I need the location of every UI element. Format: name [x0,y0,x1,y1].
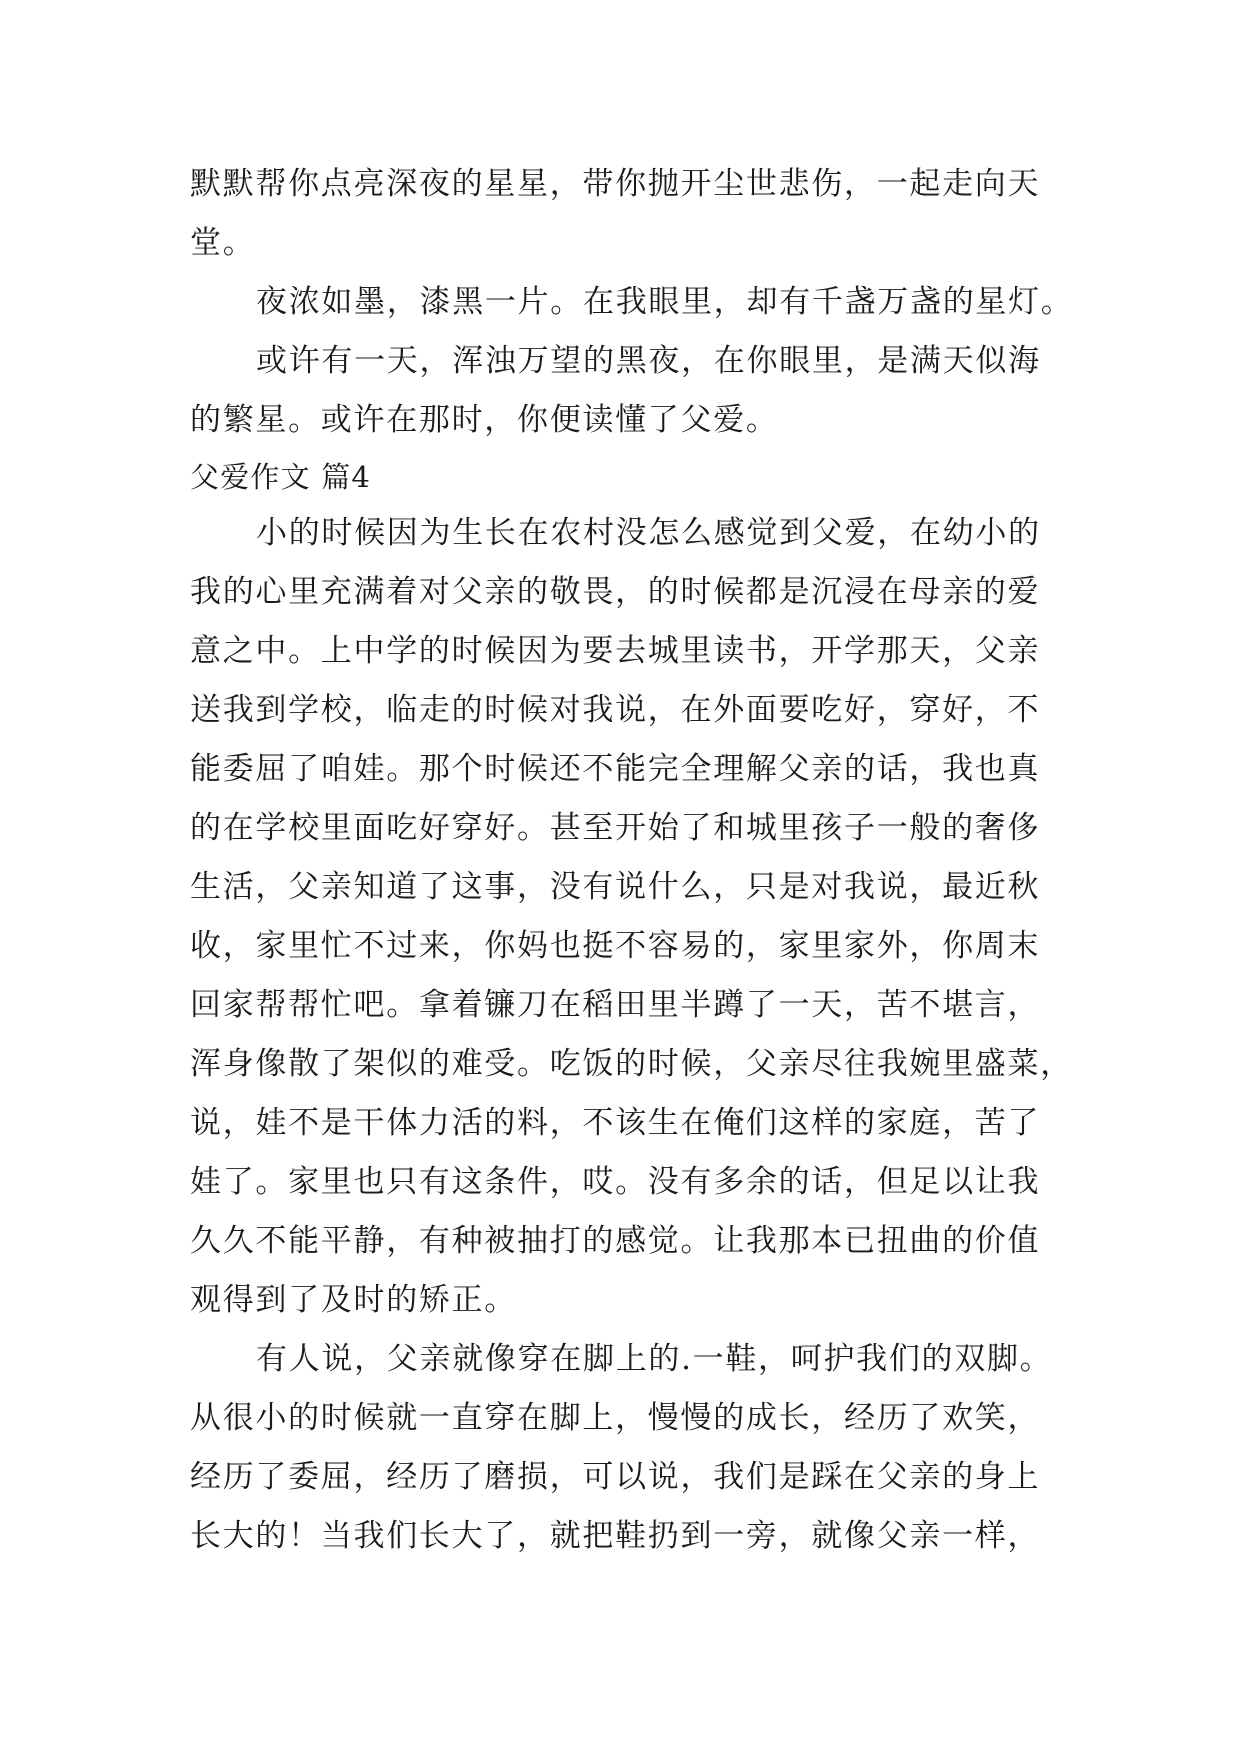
paragraph [190,273,1074,332]
text-line: 久久不能平静，有种被抽打的感觉。让我那本已扭曲的价值 [190,1223,1041,1259]
paragraph [190,1330,1070,1566]
text-line: 长大的！当我们长大了，就把鞋扔到一旁，就像父亲一样， [190,1518,1041,1554]
text-line: 有人说，父亲就像穿在脚上的.一鞋，呵护我们的双脚。 [256,1341,1053,1377]
text-line: 生活，父亲知道了这事，没有说什么，只是对我说，最近秋 [190,869,1041,905]
paragraph [190,504,1073,1330]
paragraph [190,155,1070,273]
text-line: 经历了委屈，经历了磨损，可以说，我们是踩在父亲的身上 [190,1459,1041,1495]
text-line: 回家帮帮忙吧。拿着镰刀在稻田里半蹲了一天，苦不堪言， [190,987,1041,1023]
text-line: 默默帮你点亮深夜的星星，带你抛开尘世悲伤，一起走向天 [190,166,1041,202]
document-body [190,155,1074,1566]
text-line: 的在学校里面吃好穿好。甚至开始了和城里孩子一般的奢侈 [190,810,1041,846]
text-line: 堂。 [190,225,256,261]
text-line: 观得到了及时的矫正。 [190,1282,517,1318]
text-line: 的繁星。或许在那时，你便读懂了父爱。 [190,402,779,438]
text-line: 小的时候因为生长在农村没怎么感觉到父爱，在幼小的 [256,515,1041,551]
text-line: 意之中。上中学的时候因为要去城里读书，开学那天，父亲 [190,633,1041,669]
text-line: 收，家里忙不过来，你妈也挺不容易的，家里家外，你周末 [190,928,1041,964]
text-line: 从很小的时候就一直穿在脚上，慢慢的成长，经历了欢笑， [190,1400,1041,1436]
section-heading [190,450,1070,504]
text-line: 娃了。家里也只有这条件，哎。没有多余的话，但足以让我 [190,1164,1041,1200]
text-line: 送我到学校，临走的时候对我说，在外面要吃好，穿好，不 [190,692,1041,728]
heading-line: 父爱作文 篇4 [190,460,372,494]
text-line: 浑身像散了架似的难受。吃饭的时候，父亲尽往我婉里盛菜， [190,1046,1073,1082]
text-line: 说，娃不是干体力活的料，不该生在俺们这样的家庭，苦了 [190,1105,1041,1141]
text-line: 我的心里充满着对父亲的敬畏，的时候都是沉浸在母亲的爱 [190,574,1041,610]
text-line: 夜浓如墨，漆黑一片。在我眼里，却有千盏万盏的星灯。 [256,284,1074,320]
text-line: 或许有一天，浑浊万望的黑夜，在你眼里，是满天似海 [256,343,1041,379]
text-line: 能委屈了咱娃。那个时候还不能完全理解父亲的话，我也真 [190,751,1041,787]
paragraph [190,332,1070,450]
